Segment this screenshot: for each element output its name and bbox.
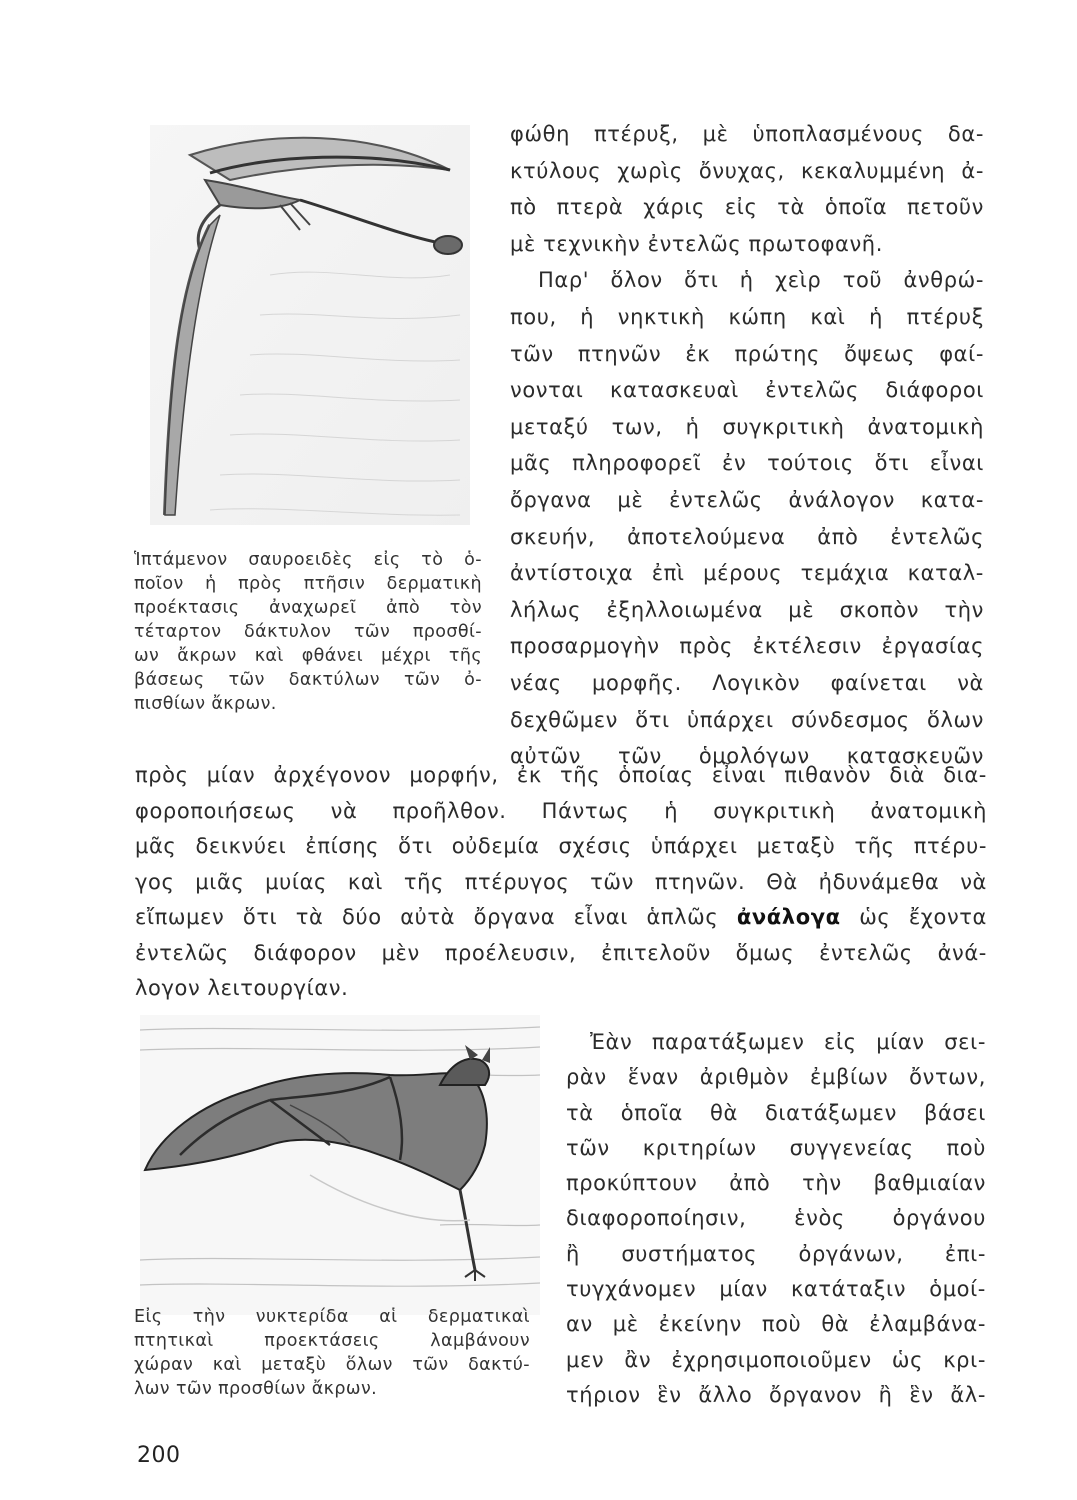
text-line: σκευήν, ἀποτελούμενα ἀπὸ ἐντελῶς: [510, 524, 984, 549]
text-line: ρὰν ἕναν ἀριθμὸν ἐμβίων ὄντων,: [566, 1065, 986, 1090]
caption-line: χώραν καὶ μεταξὺ ὅλων τῶν δακτύ-: [134, 1355, 530, 1375]
emphasized-term: ἀνάλογα: [736, 905, 841, 929]
text-fragment: εἴπωμεν ὅτι τὰ δύο αὐτὰ ὄργανα εἶναι ἁπλῶς: [135, 905, 719, 929]
text-line: αν μὲ ἐκείνην ποὺ θὰ ἐλαμβάνα-: [566, 1312, 986, 1337]
text-line: μεν ἂν ἐχρησιμοποιοῦμεν ὡς κρι-: [566, 1347, 986, 1372]
text-line: προκύπτουν ἀπὸ τὴν βαθμιαίαν: [566, 1171, 986, 1196]
text-line: Παρ' ὅλον ὅτι ἡ χεὶρ τοῦ ἀνθρώ-: [538, 268, 984, 293]
text-line: φοροποιήσεως νὰ προῆλθον. Πάντως ἡ συγκριτικὴ ἀνατομικὴ: [135, 798, 987, 823]
text-line: νονται κατασκευαὶ ἐντελῶς διάφοροι: [510, 378, 984, 403]
bat-illustration: [140, 1015, 540, 1315]
text-line: διαφοροποίησιν, ἑνὸς ὀργάνου: [566, 1206, 986, 1231]
caption-line: Εἰς τὴν νυκτερίδα αἱ δερματικαὶ: [134, 1307, 530, 1327]
text-line: τὰ ὁποῖα θὰ διατάξωμεν βάσει: [566, 1100, 986, 1125]
text-line: πρὸς μίαν ἀρχέγονον μορφήν, ἐκ τῆς ὁποίας εἶναι πιθανὸν διὰ δια-: [135, 763, 987, 787]
text-line: Ἐὰν παρατάξωμεν εἰς μίαν σει-: [590, 1030, 986, 1054]
text-line: λογον λειτουργίαν.: [135, 976, 349, 1000]
text-fragment: ὡς ἔχοντα: [859, 905, 987, 929]
caption-line: πτητικαὶ προεκτάσεις λαμβάνουν: [134, 1331, 530, 1351]
caption-line: ων ἄκρων καὶ φθάνει μέχρι τῆς: [134, 646, 482, 666]
text-line: τυγχάνομεν μίαν κατάταξιν ὁμοί-: [566, 1277, 986, 1302]
text-line: φώθη πτέρυξ, μὲ ὑποπλασμένους δα-: [510, 122, 984, 146]
pterosaur-illustration: [150, 125, 470, 525]
figure1-caption: [134, 548, 482, 716]
caption-line: ποῖον ἡ πρὸς πτῆσιν δερματικὴ: [134, 574, 482, 594]
text-line: μὲ τεχνικὴν ἐντελῶς πρωτοφανῆ.: [510, 231, 883, 256]
text-column-top: [510, 116, 984, 775]
text-column-bottom: [566, 1025, 986, 1413]
text-line: λήλως ἐξηλλοιωμένα μὲ σκοπὸν τὴν: [510, 597, 984, 622]
caption-line: Ἱπτάμενον σαυροειδὲς εἰς τὸ ὁ-: [134, 550, 482, 570]
text-line: νέας μορφῆς. Λογικὸν φαίνεται νὰ: [510, 670, 984, 695]
page-number: 200: [137, 1443, 181, 1468]
caption-line: βάσεως τῶν δακτύλων τῶν ὀ-: [134, 670, 482, 690]
text-line: ἐντελῶς διάφορον μὲν προέλευσιν, ἐπιτελοῦν ὅμως ἐντελῶς ἀνά-: [135, 940, 987, 965]
text-line: ἀντίστοιχα ἐπὶ μέρους τεμάχια καταλ-: [510, 561, 984, 586]
text-line-with-emphasis: [135, 900, 987, 936]
text-line: κτύλους χωρὶς ὄνυχας, κεκαλυμμένη ἀ-: [510, 158, 984, 183]
text-line: τῶν κριτηρίων συγγενείας ποὺ: [566, 1135, 986, 1160]
text-line: που, ἡ νηκτικὴ κώπη καὶ ἡ πτέρυξ: [510, 304, 984, 329]
text-line: αὐτῶν τῶν ὁμολόγων κατασκευῶν: [510, 744, 984, 769]
caption-line: λων τῶν προσθίων ἄκρων.: [134, 1379, 378, 1399]
text-line: μᾶς δεικνύει ἐπίσης ὅτι οὐδεμία σχέσις ὑπάρχει μεταξὺ τῆς πτέρυ-: [135, 834, 987, 858]
text-line: γος μιᾶς μυίας καὶ τῆς πτέρυγος τῶν πτηνῶν. Θὰ ἠδυνάμεθα νὰ: [135, 869, 987, 894]
figure2-caption: [134, 1305, 530, 1401]
caption-line: προέκτασις ἀναχωρεῖ ἀπὸ τὸν: [134, 598, 482, 618]
caption-line: τέταρτον δάκτυλον τῶν προσθί-: [134, 622, 482, 642]
text-line: πὸ πτερὰ χάρις εἰς τὰ ὁποῖα πετοῦν: [510, 195, 984, 220]
text-line: δεχθῶμεν ὅτι ὑπάρχει σύνδεσμος ὅλων: [510, 707, 984, 732]
text-line: μεταξύ των, ἡ συγκριτικὴ ἀνατομικὴ: [510, 414, 984, 439]
caption-line: πισθίων ἄκρων.: [134, 694, 277, 714]
text-line: προσαρμογὴν πρὸς ἐκτέλεσιν ἐργασίας: [510, 634, 984, 659]
text-line: μᾶς πληροφορεῖ ἐν τούτοις ὅτι εἶναι: [510, 451, 984, 476]
text-line: τῶν πτηνῶν ἐκ πρώτης ὄψεως φαί-: [510, 341, 984, 366]
text-line: ὄργανα μὲ ἐντελῶς ἀνάλογον κατα-: [510, 487, 984, 512]
text-full-width: [135, 758, 987, 1007]
text-line: τήριον ἓν ἄλλο ὄργανον ἢ ἓν ἄλ-: [566, 1382, 986, 1407]
text-line: ἢ συστήματος ὀργάνων, ἐπι-: [566, 1241, 986, 1266]
